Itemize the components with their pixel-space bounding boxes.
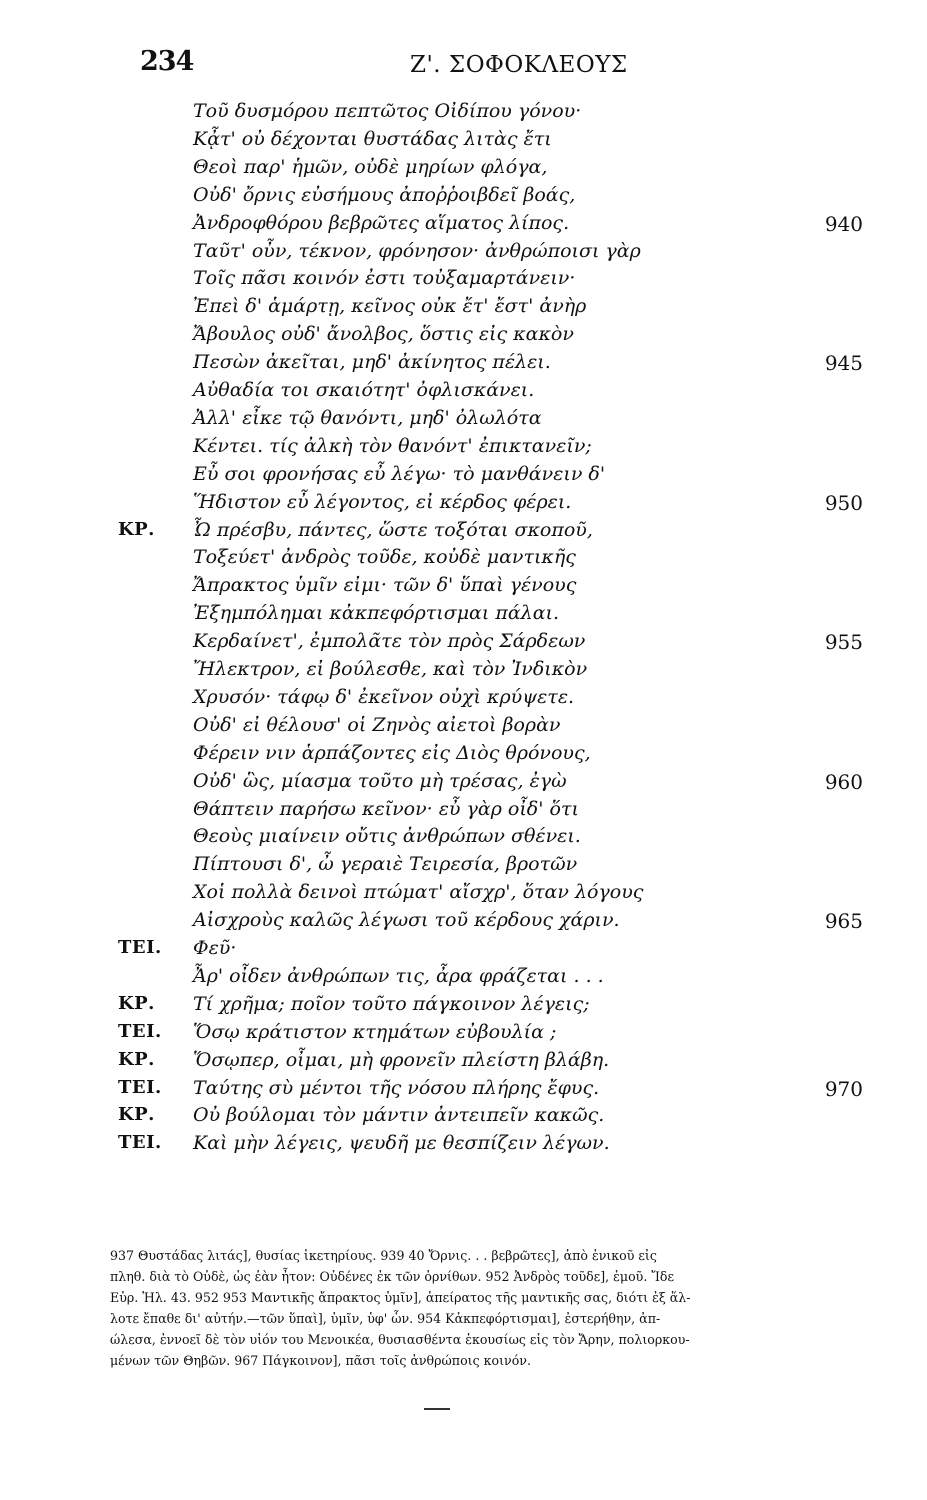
- verse-text: Χοἱ πολλὰ δεινοὶ πτώματ' αἴσχρ', ὅταν λόγους: [193, 881, 644, 903]
- verse-text: Ὅσῳπερ, οἶμαι, μὴ φρονεῖν πλείστη βλάβη.: [193, 1049, 610, 1071]
- verse-text: Ὅσῳ κράτιστον κτημάτων εὐβουλία ;: [193, 1021, 557, 1043]
- verse-line: [0, 212, 927, 242]
- speaker-label: ΤΕΙ.: [118, 937, 162, 958]
- verse-line: [0, 351, 927, 381]
- verse-text: Ὦ πρέσβυ, πάντες, ὥστε τοξόται σκοποῦ,: [193, 519, 593, 541]
- line-number: 945: [824, 351, 863, 375]
- verse-line: [0, 491, 927, 521]
- verse-line: [0, 574, 927, 604]
- verse-line: [0, 658, 927, 688]
- verse-line: [0, 435, 927, 465]
- verse-text: Ἐξημπόλημαι κἀκπεφόρτισμαι πάλαι.: [193, 602, 560, 624]
- line-number: 955: [824, 630, 863, 654]
- verse-text: Ἄπρακτος ὑμῖν εἰμι· τῶν δ' ὕπαὶ γένους: [193, 574, 577, 596]
- verse-text: Κᾆτ' οὐ δέχονται θυστάδας λιτὰς ἔτι: [193, 128, 552, 150]
- verse-line: [0, 323, 927, 353]
- line-number: 950: [824, 491, 863, 515]
- verse-line: [0, 519, 927, 549]
- footnote-line: Εὐρ. Ἠλ. 43. 952 953 Μαντικῆς ἄπρακτος ὑμῖν], ἀπείρατος τῆς μαντικῆς σας, διότι ἐξ ἅλ-: [110, 1290, 691, 1305]
- verse-text: Οὐδ' ὣς, μίασμα τοῦτο μὴ τρέσας, ἐγὼ: [193, 770, 567, 792]
- verse-text: Καὶ μὴν λέγεις, ψευδῆ με θεσπίζειν λέγων.: [193, 1132, 610, 1154]
- verse-line: [0, 267, 927, 297]
- verse-text: Κέντει. τίς ἀλκὴ τὸν θανόντ' ἐπικτανεῖν;: [193, 435, 592, 457]
- line-number: 940: [824, 212, 863, 236]
- verse-text: Θάπτειν παρήσω κεῖνον· εὖ γὰρ οἶδ' ὅτι: [193, 798, 579, 820]
- verse-text: Θεοὶ παρ' ἡμῶν, οὐδὲ μηρίων φλόγα,: [193, 156, 548, 178]
- verse-text: Αἰσχροὺς καλῶς λέγωσι τοῦ κέρδους χάριν.: [193, 909, 620, 931]
- page-number: 234: [140, 46, 194, 77]
- verse-text: Ἤλεκτρον, εἰ βούλεσθε, καὶ τὸν Ἰνδικὸν: [193, 658, 588, 680]
- verse-line: [0, 909, 927, 939]
- verse-line: [0, 546, 927, 576]
- verse-line: [0, 825, 927, 855]
- footnote-line: 937 Θυστάδας λιτάς], θυσίας ἱκετηρίους. 939 40 Ὄρνις. . . βεβρῶτες], ἀπὸ ἑνικοῦ εἰς: [110, 1248, 657, 1263]
- verse-line: [0, 881, 927, 911]
- line-number: 965: [824, 909, 863, 933]
- end-mark: [424, 1408, 450, 1410]
- verse-text: Χρυσόν· τάφῳ δ' ἐκεῖνον οὐχὶ κρύψετε.: [193, 686, 575, 708]
- verse-line: [0, 407, 927, 437]
- speaker-label: ΚΡ.: [118, 993, 155, 1014]
- verse-text: Τί χρῆμα; ποῖον τοῦτο πάγκοινον λέγεις;: [193, 993, 590, 1015]
- verse-text: Ἥδιστον εὖ λέγοντος, εἰ κέρδος φέρει.: [193, 491, 572, 513]
- verse-line: [0, 993, 927, 1023]
- speaker-label: ΚΡ.: [118, 1049, 155, 1070]
- verse-text: Πίπτουσι δ', ὦ γεραιὲ Τειρεσία, βροτῶν: [193, 853, 578, 875]
- speaker-label: ΚΡ.: [118, 1104, 155, 1125]
- verse-line: [0, 965, 927, 995]
- footnote-line: μένων τῶν Θηβῶν. 967 Πάγκοινον], πᾶσι τοῖς ἀνθρώποις κοινόν.: [110, 1353, 531, 1368]
- verse-text: Οὐδ' εἰ θέλουσ' οἱ Ζηνὸς αἰετοὶ βορὰν: [193, 714, 561, 736]
- verse-line: [0, 770, 927, 800]
- line-number: 970: [824, 1077, 863, 1101]
- verse-line: [0, 602, 927, 632]
- verse-line: [0, 240, 927, 270]
- running-title: Ζ'. ΣΟΦΟΚΛΕΟΥΣ: [410, 52, 628, 78]
- speaker-label: ΤΕΙ.: [118, 1021, 162, 1042]
- verse-line: [0, 1077, 927, 1107]
- verse-text: Ἆρ' οἶδεν ἀνθρώπων τις, ἆρα φράζεται . . .: [193, 965, 604, 987]
- verse-line: [0, 156, 927, 186]
- verse-text: Ἀνδροφθόρου βεβρῶτες αἵματος λίπος.: [193, 212, 570, 234]
- verse-text: Ταῦτ' οὖν, τέκνον, φρόνησον· ἀνθρώποισι γὰρ: [193, 240, 641, 262]
- verse-text: Ἄβουλος οὐδ' ἄνολβος, ὅστις εἰς κακὸν: [193, 323, 574, 345]
- verse-line: [0, 1049, 927, 1079]
- verse-line: [0, 853, 927, 883]
- speaker-label: ΤΕΙ.: [118, 1077, 162, 1098]
- verse-text: Τοξεύετ' ἀνδρὸς τοῦδε, κοὐδὲ μαντικῆς: [193, 546, 576, 568]
- footnote-line: ώλεσα, ἐννοεῖ δὲ τὸν υἱόν του Μενοικέα, θυσιασθέντα ἑκουσίως εἰς τὸν Ἄρην, πολιορκου-: [110, 1332, 690, 1347]
- verse-text: Πεσὼν ἀκεῖται, μηδ' ἀκίνητος πέλει.: [193, 351, 551, 373]
- verse-text: Φεῦ·: [193, 937, 237, 959]
- verse-line: [0, 463, 927, 493]
- verse-text: Οὐδ' ὄρνις εὐσήμους ἀποῤῥοιβδεῖ βοάς,: [193, 184, 576, 206]
- verse-line: [0, 184, 927, 214]
- verse-line: [0, 1104, 927, 1134]
- verse-line: [0, 742, 927, 772]
- verse-text: Θεοὺς μιαίνειν οὔτις ἀνθρώπων σθένει.: [193, 825, 581, 847]
- verse-text: Κερδαίνετ', ἐμπολᾶτε τὸν πρὸς Σάρδεων: [193, 630, 586, 652]
- verse-line: [0, 630, 927, 660]
- verse-line: [0, 714, 927, 744]
- footnote-line: λοτε ἔπαθε δι' αὐτήν.—τῶν ὕπαὶ], ὑμῖν, ὑφ' ὧν. 954 Κἀκπεφόρτισμαι], ἐστερήθην, ἀπ-: [110, 1311, 661, 1326]
- verse-line: [0, 686, 927, 716]
- verse-text: Ἐπεὶ δ' ἁμάρτῃ, κεῖνος οὐκ ἔτ' ἔστ' ἀνὴρ: [193, 295, 587, 317]
- verse-text: Ταύτης σὺ μέντοι τῆς νόσου πλήρης ἔφυς.: [193, 1077, 600, 1099]
- verse-text: Εὖ σοι φρονήσας εὖ λέγω· τὸ μανθάνειν δ': [193, 463, 606, 485]
- footnotes: [110, 1245, 855, 1371]
- line-number: 960: [824, 770, 863, 794]
- verse-line: [0, 1021, 927, 1051]
- verse-text: Ἀλλ' εἶκε τῷ θανόντι, μηδ' ὀλωλότα: [193, 407, 542, 429]
- verse-line: [0, 379, 927, 409]
- verse-line: [0, 295, 927, 325]
- verse-text: Φέρειν νιν ἁρπάζοντες εἰς Διὸς θρόνους,: [193, 742, 591, 764]
- verse-text: Τοῦ δυσμόρου πεπτῶτος Οἰδίπου γόνου·: [193, 100, 582, 122]
- verse-text: Τοῖς πᾶσι κοινόν ἐστι τοὐξαμαρτάνειν·: [193, 267, 576, 289]
- verse-line: [0, 937, 927, 967]
- verse-line: [0, 1132, 927, 1162]
- verse-line: [0, 798, 927, 828]
- speaker-label: ΤΕΙ.: [118, 1132, 162, 1153]
- verse-line: [0, 128, 927, 158]
- verse-line: [0, 100, 927, 130]
- footnote-line: πληθ. διὰ τὸ Οὐδὲ, ὡς ἐὰν ἦτον: Οὐδένες ἐκ τῶν ὀρνίθων. 952 Ἀνδρὸς τοῦδε], ἐμοῦ. Ἴδε: [110, 1269, 674, 1284]
- speaker-label: ΚΡ.: [118, 519, 155, 540]
- verse-text: Αὐθαδία τοι σκαιότητ' ὀφλισκάνει.: [193, 379, 535, 401]
- verse-text: Οὐ βούλομαι τὸν μάντιν ἀντειπεῖν κακῶς.: [193, 1104, 605, 1126]
